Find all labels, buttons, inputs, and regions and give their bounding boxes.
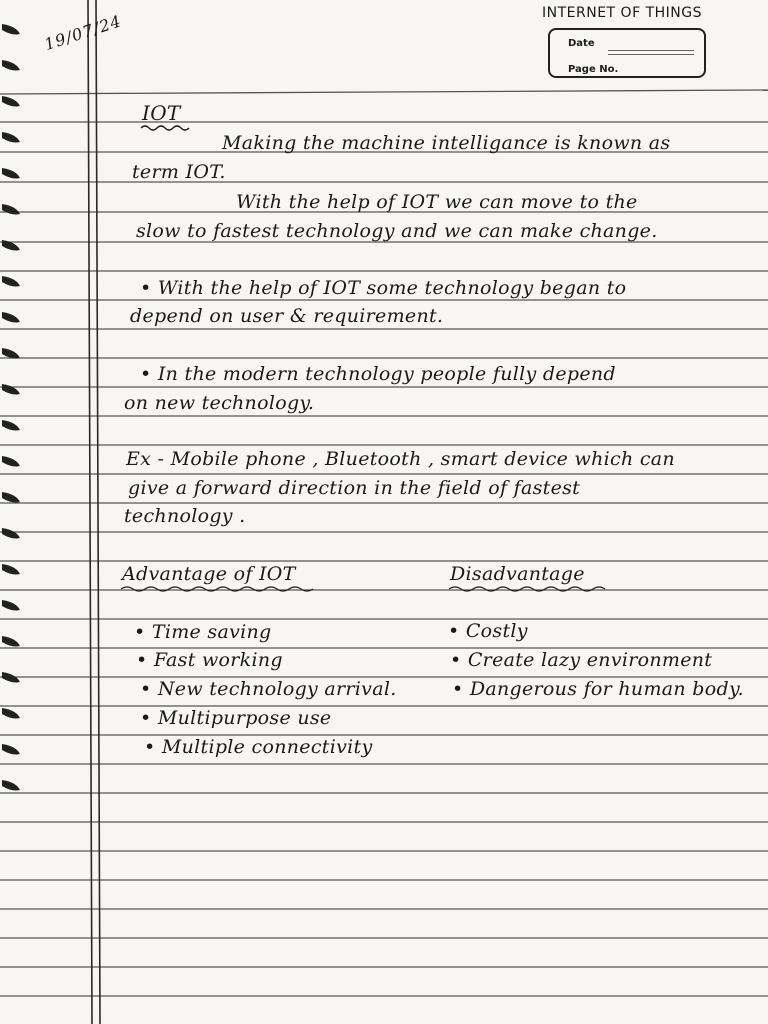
heading-underline (140, 124, 192, 132)
bullet1-line2: depend on user & requirement. (130, 305, 444, 327)
para2-line2: slow to fastest technology and we can make change. (136, 220, 658, 242)
date-line-2 (608, 54, 694, 55)
para1-line2: term IOT. (132, 161, 226, 183)
heading-iot: IOT (142, 101, 181, 125)
written-date: 19/07/24 (42, 11, 124, 55)
date-page-box (548, 28, 706, 78)
subject-title: INTERNET OF THINGS (542, 5, 702, 21)
disadvantage-item: • Create lazy environment (450, 649, 713, 671)
advantages-underline (120, 585, 314, 593)
advantage-item: • Multipurpose use (140, 707, 332, 729)
example-line3: technology . (124, 505, 246, 527)
bullet2-line2: on new technology. (124, 392, 315, 414)
advantage-item: • Multiple connectivity (144, 736, 373, 758)
date-line (608, 50, 694, 51)
advantages-title: Advantage of IOT (122, 563, 296, 585)
page-label: Page No. (568, 64, 619, 75)
advantage-item: • Fast working (136, 649, 283, 671)
date-label: Date (568, 38, 595, 49)
bullet2-line1: • In the modern technology people fully depend (140, 363, 616, 385)
bullet1-line1: • With the help of IOT some technology began to (140, 277, 627, 299)
disadvantage-item: • Dangerous for human body. (452, 678, 744, 700)
advantage-item: • Time saving (134, 621, 272, 643)
disadvantage-item: • Costly (448, 620, 528, 642)
example-line1: Ex - Mobile phone , Bluetooth , smart device which can (126, 448, 675, 470)
advantage-item: • New technology arrival. (140, 678, 397, 700)
para1-line1: Making the machine intelligance is known as (222, 132, 671, 154)
example-line2: give a forward direction in the field of fastest (128, 477, 581, 499)
spiral-binding (0, 20, 26, 800)
disadvantages-title: Disadvantage (450, 563, 585, 585)
disadvantages-underline (448, 585, 608, 593)
para2-line1: With the help of IOT we can move to the (236, 191, 638, 213)
